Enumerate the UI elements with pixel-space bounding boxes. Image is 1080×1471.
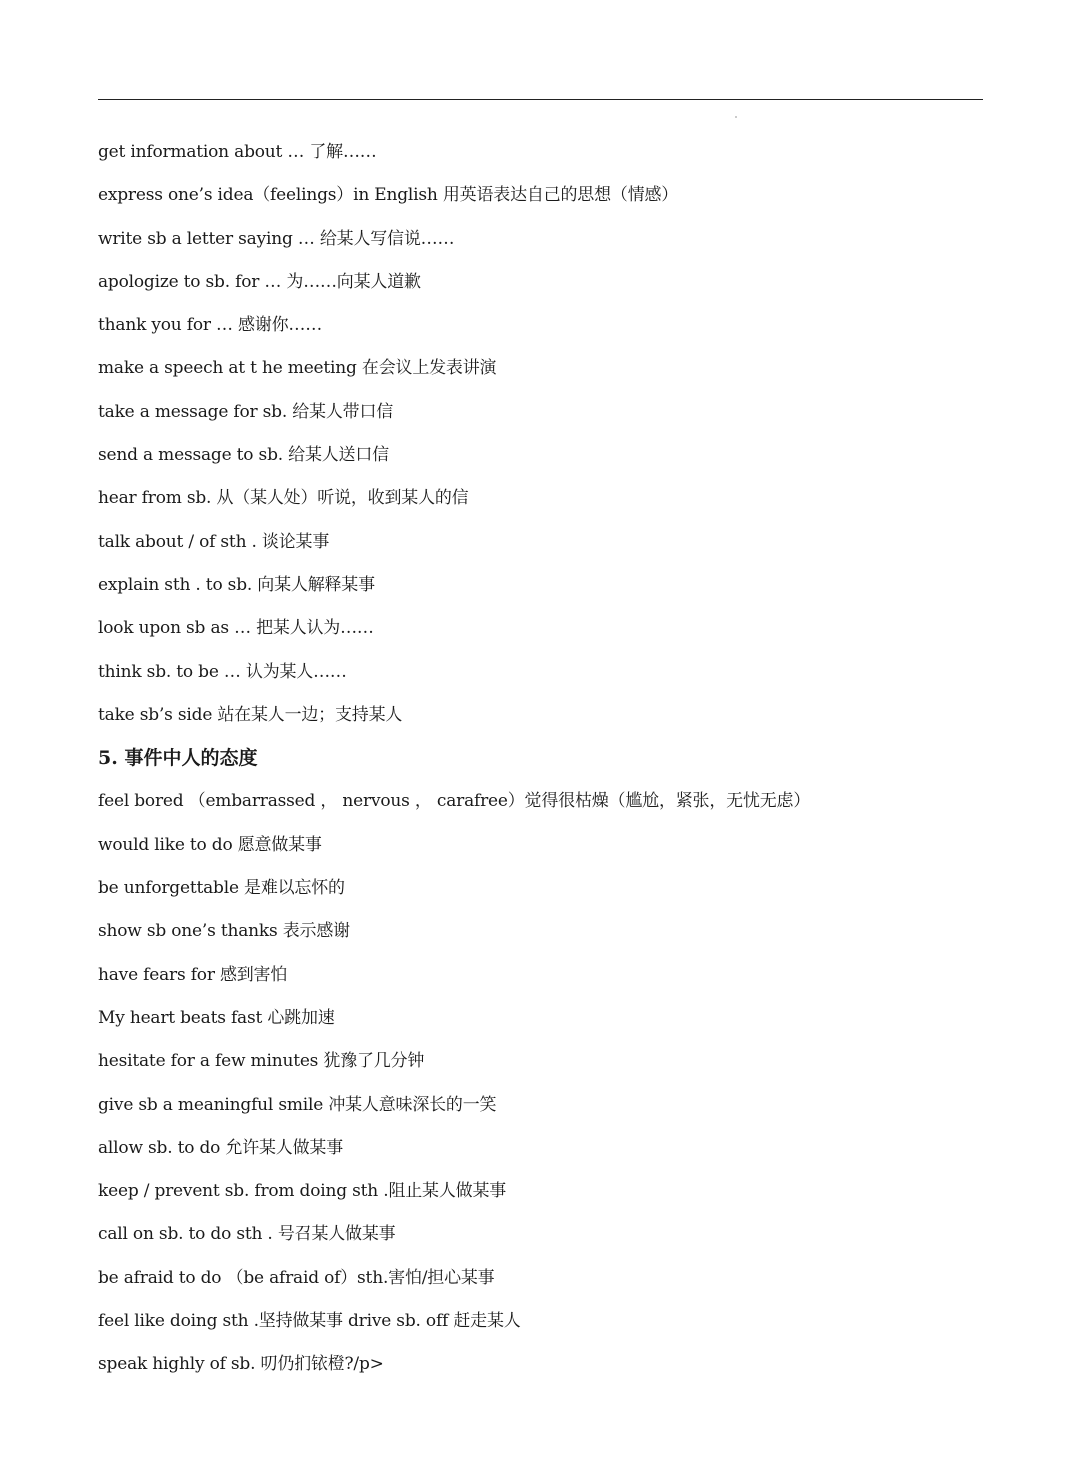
phrase-line: keep / prevent sb. from doing sth .阻止某人做某事 [98,1181,507,1202]
phrase-line: talk about / of sth . 谈论某事 [98,531,330,552]
phrase-line: give sb a meaningful smile 冲某人意味深长的一笑 [98,1094,497,1115]
phrase-line: show sb one’s thanks 表示感谢 [98,921,350,942]
phrase-line: be unforgettable 是难以忘怀的 [98,878,345,899]
phrase-line: apologize to sb. for … 为……向某人道歉 [98,271,421,292]
phrase-line: thank you for … 感谢你…… [98,315,323,336]
phrase-line: speak highly of sb. 叨仍扪铱橙?/p> [98,1354,384,1375]
phrase-line: have fears for 感到害怕 [98,964,288,985]
phrase-line: feel like doing sth .坚持做某事 drive sb. off 赶走某人 [98,1311,521,1332]
phrase-line: be afraid to do （be afraid of）sth.害怕/担心某事 [98,1267,495,1288]
phrase-line: think sb. to be … 认为某人…… [98,661,347,682]
phrase-line: allow sb. to do 允许某人做某事 [98,1137,344,1158]
speck [735,116,737,118]
phrase-line: express one’s idea（feelings）in English 用英语表达自己的思想（情感） [98,185,679,206]
phrase-line: would like to do 愿意做某事 [98,834,322,855]
section-heading: 5. 事件中人的态度 [98,747,258,770]
phrase-line: look upon sb as … 把某人认为…… [98,618,374,639]
phrase-line: call on sb. to do sth . 号召某人做某事 [98,1224,396,1245]
phrase-line: explain sth . to sb. 向某人解释某事 [98,574,375,595]
phrase-line: write sb a letter saying … 给某人写信说…… [98,228,455,249]
phrase-line: send a message to sb. 给某人送口信 [98,445,389,466]
header-rule [98,99,983,100]
phrase-line: My heart beats fast 心跳加速 [98,1007,335,1028]
phrase-line: hear from sb. 从（某人处）听说，收到某人的信 [98,488,469,509]
phrase-list [98,131,998,1387]
phrase-line: get information about … 了解…… [98,142,377,162]
phrase-line: make a speech at t he meeting 在会议上发表讲演 [98,358,497,379]
phrase-line: take a message for sb. 给某人带口信 [98,401,394,422]
phrase-line: take sb’s side 站在某人一边；支持某人 [98,704,403,725]
phrase-line: hesitate for a few minutes 犹豫了几分钟 [98,1051,425,1072]
phrase-line: feel bored （embarrassed ， nervous ， carafree）觉得很枯燥（尴尬，紧张，无忧无虑） [98,791,811,812]
